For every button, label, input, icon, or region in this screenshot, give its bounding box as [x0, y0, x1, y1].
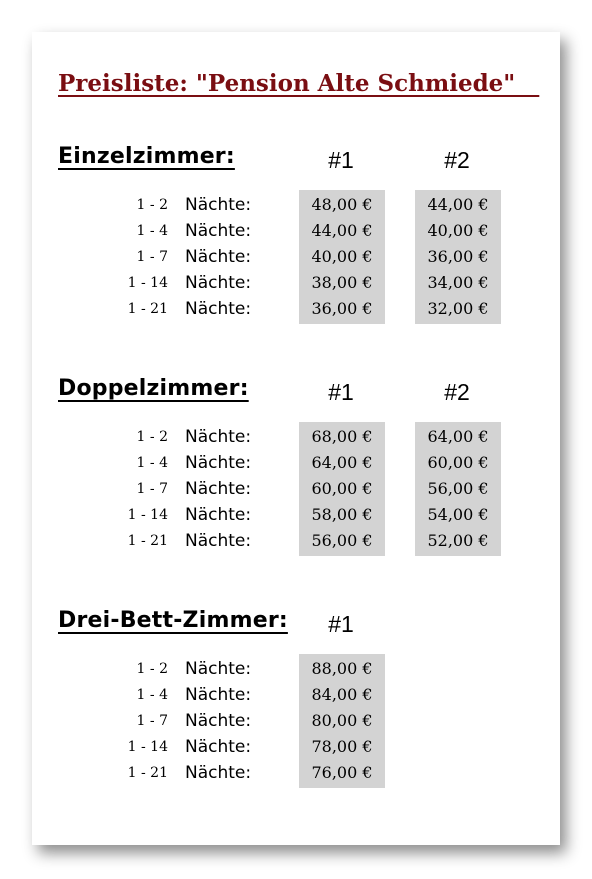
night-range: 1 - 2: [136, 661, 168, 677]
column-header: #2: [444, 379, 470, 405]
night-range: 1 - 4: [136, 455, 168, 471]
night-range: 1 - 4: [136, 223, 168, 239]
nights-label: Nächte:: [185, 299, 252, 319]
night-range: 1 - 14: [127, 739, 168, 755]
price-value: 38,00 €: [311, 273, 373, 292]
price-value: 36,00 €: [427, 247, 489, 266]
nights-label: Nächte:: [185, 247, 252, 267]
price-value: 34,00 €: [427, 273, 489, 292]
column-header: #2: [444, 147, 470, 173]
night-range: 1 - 14: [127, 275, 168, 291]
column-header: #1: [328, 147, 354, 173]
price-value: 64,00 €: [311, 453, 373, 472]
price-value: 60,00 €: [311, 479, 373, 498]
nights-label: Nächte:: [185, 685, 252, 705]
section-heading: Doppelzimmer:: [58, 376, 249, 401]
price-value: 68,00 €: [311, 427, 373, 446]
nights-label: Nächte:: [185, 195, 252, 215]
nights-label: Nächte:: [185, 505, 252, 525]
price-value: 48,00 €: [311, 195, 373, 214]
column-header: #1: [328, 379, 354, 405]
section-heading: Drei-Bett-Zimmer:: [58, 608, 288, 633]
price-value: 84,00 €: [311, 685, 373, 704]
nights-label: Nächte:: [185, 221, 252, 241]
price-value: 56,00 €: [311, 531, 373, 550]
nights-label: Nächte:: [185, 711, 252, 731]
night-range: 1 - 21: [127, 765, 168, 781]
night-range: 1 - 4: [136, 687, 168, 703]
price-value: 40,00 €: [427, 221, 489, 240]
column-header: #1: [328, 611, 354, 637]
price-value: 88,00 €: [311, 659, 373, 678]
price-value: 54,00 €: [427, 505, 489, 524]
nights-label: Nächte:: [185, 531, 252, 551]
page-title: Preisliste: "Pension Alte Schmiede": [58, 70, 540, 97]
night-range: 1 - 14: [127, 507, 168, 523]
price-value: 56,00 €: [427, 479, 489, 498]
price-value: 32,00 €: [427, 299, 489, 318]
nights-label: Nächte:: [185, 273, 252, 293]
price-value: 80,00 €: [311, 711, 373, 730]
night-range: 1 - 7: [136, 249, 168, 265]
price-value: 52,00 €: [427, 531, 489, 550]
price-value: 58,00 €: [311, 505, 373, 524]
price-value: 44,00 €: [427, 195, 489, 214]
night-range: 1 - 7: [136, 481, 168, 497]
price-value: 40,00 €: [311, 247, 373, 266]
price-value: 36,00 €: [311, 299, 373, 318]
nights-label: Nächte:: [185, 479, 252, 499]
price-value: 64,00 €: [427, 427, 489, 446]
night-range: 1 - 21: [127, 533, 168, 549]
price-value: 78,00 €: [311, 737, 373, 756]
night-range: 1 - 2: [136, 429, 168, 445]
nights-label: Nächte:: [185, 659, 252, 679]
nights-label: Nächte:: [185, 737, 252, 757]
price-value: 60,00 €: [427, 453, 489, 472]
section-heading: Einzelzimmer:: [58, 144, 235, 169]
price-value: 44,00 €: [311, 221, 373, 240]
price-list-page: [32, 32, 560, 845]
price-value: 76,00 €: [311, 763, 373, 782]
nights-label: Nächte:: [185, 453, 252, 473]
nights-label: Nächte:: [185, 763, 252, 783]
night-range: 1 - 2: [136, 197, 168, 213]
night-range: 1 - 21: [127, 301, 168, 317]
nights-label: Nächte:: [185, 427, 252, 447]
night-range: 1 - 7: [136, 713, 168, 729]
